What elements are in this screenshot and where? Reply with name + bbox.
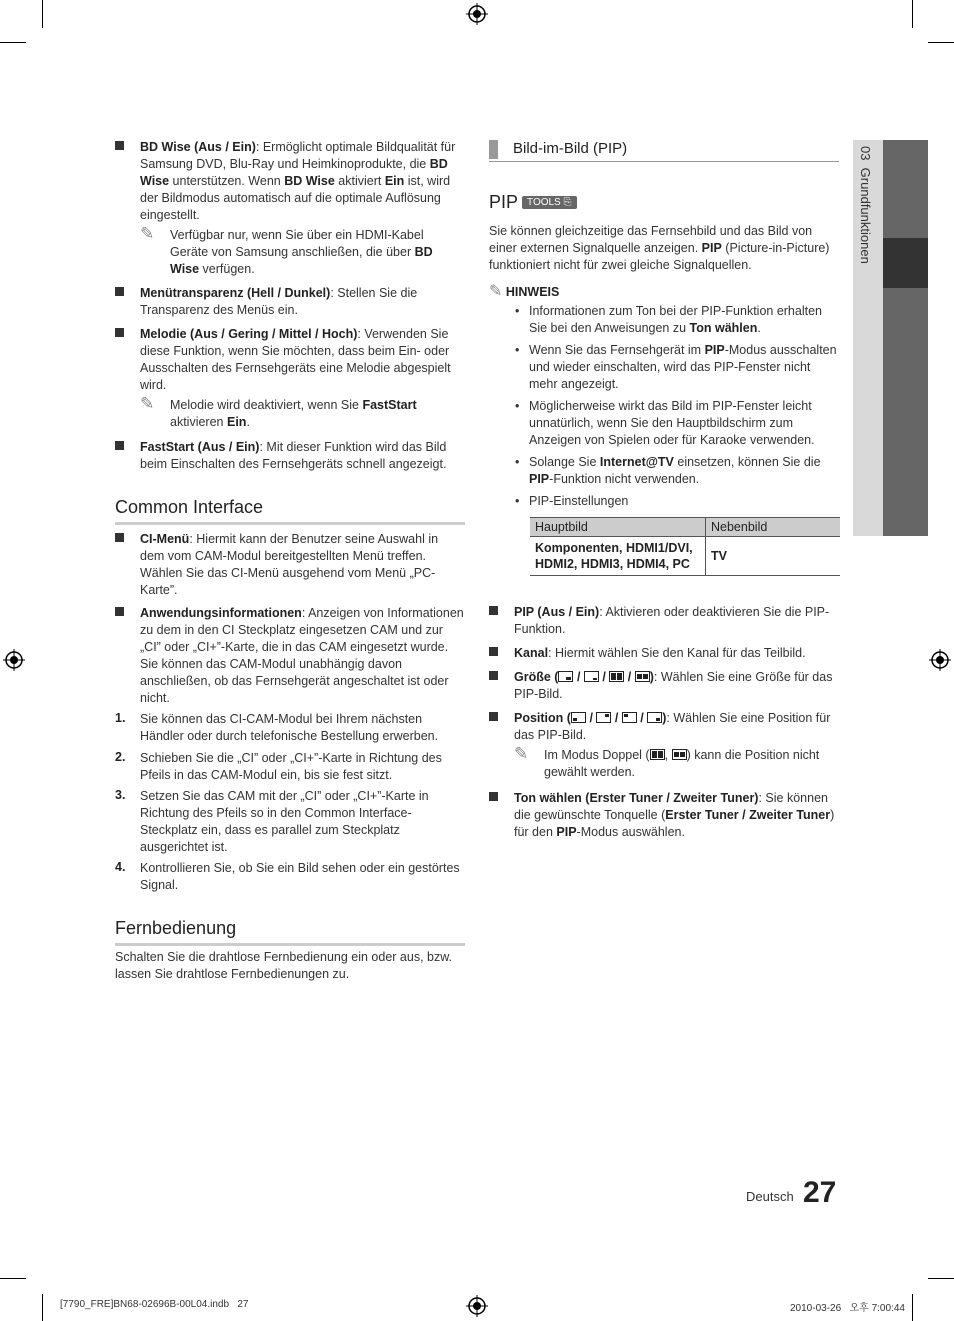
registration-mark-icon bbox=[466, 1295, 488, 1317]
pip-settings-table bbox=[530, 517, 840, 576]
crop-mark bbox=[42, 0, 43, 28]
print-date-info: 2010-03-26 오후 7:00:44 bbox=[790, 1303, 905, 1314]
table-cell: Komponenten, HDMI1/DVI, HDMI2, HDMI3, HDMI4, PC bbox=[530, 537, 706, 576]
page-number: 27 bbox=[803, 1176, 837, 1209]
list-item: PIP (Aus / Ein): Aktivieren oder deaktivieren Sie die PIP-Funktion. bbox=[489, 604, 839, 638]
list-item: FastStart (Aus / Ein): Mit dieser Funktion wird das Bild beim Einschalten des Fernsehgeräts schnell angezeigt. bbox=[115, 439, 465, 473]
table-header: Nebenbild bbox=[706, 518, 841, 537]
pip-position-top-right-icon bbox=[596, 712, 611, 723]
section-heading-text: Bild-im-Bild (PIP) bbox=[513, 140, 628, 157]
numbered-step: 3. Setzen Sie das CAM mit der „CI” oder „CI+”-Karte in Richtung des Pfeils so in den Common Interface-Steckplatz ein, dass es parallel zum Steckplatz ausgerichtet ist. bbox=[115, 788, 429, 854]
list-item: • Solange Sie Internet@TV einsetzen, können Sie die PIP-Funktion nicht verwenden. bbox=[515, 455, 821, 486]
pip-size-double-icon bbox=[609, 671, 624, 682]
list-item: • Informationen zum Ton bei der PIP-Funktion erhalten Sie bei den Anweisungen zu Ton wählen. bbox=[515, 304, 822, 335]
chapter-tab-marker bbox=[883, 238, 928, 288]
right-column bbox=[489, 137, 839, 839]
chapter-label: 03 Grundfunktionen bbox=[858, 146, 873, 264]
footer-language: Deutsch bbox=[746, 1189, 794, 1204]
list-item: Größe ( / / / ): Wählen Sie eine Größe für das PIP-Bild. bbox=[489, 669, 839, 703]
list-item: CI-Menü: Hiermit kann der Benutzer seine Auswahl in dem vom CAM-Modul bereitgestellten Menü treffen. Wählen Sie das CI-Menü ausgehend vom Menü „PC-Karte”. bbox=[115, 531, 465, 599]
note-pencil-icon: ✎ bbox=[140, 224, 155, 243]
note: ✎ Im Modus Doppel ( , ) kann die Position nicht gewählt werden. bbox=[514, 744, 820, 779]
pip-size-medium-icon bbox=[584, 671, 599, 682]
numbered-step: 1. Sie können das CI-CAM-Modul bei Ihrem nächsten Händler oder durch telefonische Bestellung erwerben. bbox=[115, 711, 439, 743]
note: ✎ Melodie wird deaktiviert, wenn Sie FastStart aktivieren Ein. bbox=[140, 394, 417, 429]
hinweis-label: ✎ HINWEIS bbox=[489, 283, 560, 300]
list-item: Anwendungsinformationen: Anzeigen von Informationen zu dem in den CI Steckplatz eingesetzen CAM und zur „CI” oder „CI+”-Karte, die in das CAM eingesetzt wurde. Sie können das CAM-Modul unabhängig davon anschließen, ob das Fernsehgerät angeschaltet ist oder nicht. bbox=[115, 605, 465, 707]
list-item: Kanal: Hiermit wählen Sie den Kanal für das Teilbild. bbox=[489, 645, 839, 662]
crop-mark bbox=[912, 1294, 913, 1321]
tools-badge: TOOLS ⎘ bbox=[522, 196, 577, 209]
numbered-step: 4. Kontrollieren Sie, ob Sie ein Bild sehen oder ein gestörtes Signal. bbox=[115, 860, 460, 892]
crop-mark bbox=[928, 1278, 954, 1279]
crop-mark bbox=[0, 42, 26, 43]
section-heading-pip bbox=[489, 137, 839, 162]
note-pencil-icon: ✎ bbox=[514, 744, 529, 763]
pip-size-double-wide-icon bbox=[672, 749, 687, 760]
registration-mark-icon bbox=[929, 649, 951, 671]
pip-position-bottom-right-icon bbox=[647, 712, 662, 723]
pip-size-small-icon bbox=[558, 671, 573, 682]
list-item: BD Wise (Aus / Ein): Ermöglicht optimale Bildqualität für Samsung DVD, Blu-Ray und Heimkinoprodukte, die BD Wise unterstützen. Wenn BD Wise aktiviert Ein ist, wird der Bildmodus automatisch auf die optimale Auflösung eingestellt. ✎ Verfügbar nur, wenn Sie über ein HDMI-Kabel Geräte von Samsung anschließen, die über BD Wise verfügen. bbox=[115, 139, 465, 278]
pip-position-top-left-icon bbox=[622, 712, 637, 723]
chapter-tab-dark bbox=[883, 140, 928, 536]
table-header: Hauptbild bbox=[530, 518, 706, 537]
section-heading-fernbedienung: Fernbedienung bbox=[115, 918, 465, 946]
fernbedienung-text: Schalten Sie die drahtlose Fernbedienung ein oder aus, bzw. lassen Sie drahtlose Fernbedienungen zu. bbox=[115, 950, 453, 981]
pip-title: PIP TOOLS ⎘ bbox=[489, 192, 577, 213]
section-heading-common-interface: Common Interface bbox=[115, 497, 465, 525]
print-file-info: [7790_FRE]BN68-02696B-00L04.indb 27 bbox=[60, 1299, 249, 1310]
list-item: Ton wählen (Erster Tuner / Zweiter Tuner): Sie können die gewünschte Tonquelle (Erster Tuner / Zweiter Tuner) für den PIP-Modus auswählen. bbox=[489, 790, 839, 841]
registration-mark-icon bbox=[466, 3, 488, 25]
numbered-step: 2. Schieben Sie die „CI” oder „CI+”-Karte in Richtung des Pfeils in das CAM-Modul ein, bis sie fest sitzt. bbox=[115, 750, 442, 782]
crop-mark bbox=[42, 1294, 43, 1321]
table-cell: TV bbox=[706, 537, 841, 576]
list-item: • PIP-Einstellungen bbox=[515, 494, 629, 508]
list-item: • Wenn Sie das Fernsehgerät im PIP-Modus ausschalten und wieder einschalten, wird das PIP-Fenster nicht mehr angezeigt. bbox=[515, 343, 837, 391]
hinweis-list bbox=[489, 303, 839, 510]
note: ✎ Verfügbar nur, wenn Sie über ein HDMI-Kabel Geräte von Samsung anschließen, die über BD Wise verfügen. bbox=[140, 224, 433, 276]
list-item: Melodie (Aus / Gering / Mittel / Hoch): Verwenden Sie diese Funktion, wenn Sie möchten, dass beim Ein- oder Ausschalten des Fernsehgeräts eine Melodie abgespielt wird. ✎ Melodie wird deaktiviert, wenn Sie FastStart aktivieren Ein. bbox=[115, 326, 465, 431]
list-item: • Möglicherweise wirkt das Bild im PIP-Fenster leicht unnatürlich, wenn Sie den Hauptbildschirm zum Anzeigen von Spielen oder für Karaoke verwenden. bbox=[515, 399, 815, 447]
list-item: Menütransparenz (Hell / Dunkel): Stellen Sie die Transparenz des Menüs ein. bbox=[115, 285, 465, 319]
pip-position-bottom-left-icon bbox=[571, 712, 586, 723]
note-pencil-icon: ✎ bbox=[489, 283, 503, 300]
pip-size-double-icon bbox=[650, 749, 665, 760]
pip-size-double-wide-icon bbox=[635, 671, 650, 682]
heading-bar bbox=[489, 140, 498, 159]
crop-mark bbox=[912, 0, 913, 28]
crop-mark bbox=[0, 1278, 26, 1279]
pip-intro: Sie können gleichzeitige das Fernsehbild und das Bild von einer externen Signalquelle anzeigen. PIP (Picture-in-Picture) funktioniert nicht für zwei gleiche Signalquellen. bbox=[489, 224, 830, 272]
registration-mark-icon bbox=[3, 649, 25, 671]
note-pencil-icon: ✎ bbox=[140, 394, 155, 413]
list-item: Position ( / / / ): Wählen Sie eine Position für das PIP-Bild. ✎ Im Modus Doppel ( , ) kann die Position nicht gewählt werden. bbox=[489, 710, 839, 781]
crop-mark bbox=[928, 42, 954, 43]
